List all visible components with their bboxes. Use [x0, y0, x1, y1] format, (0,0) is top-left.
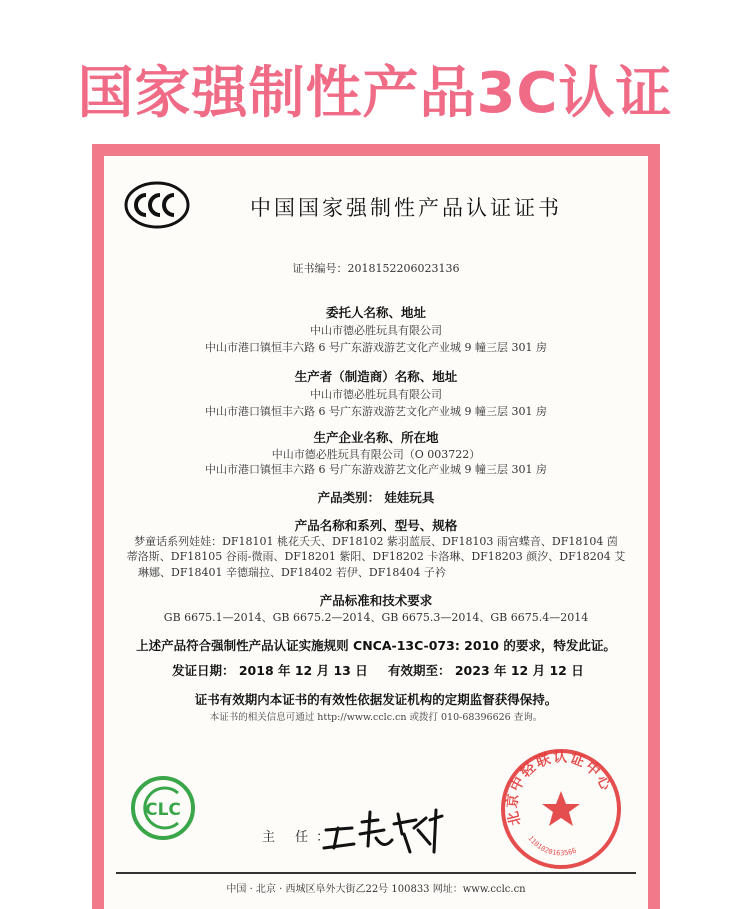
manufacturer-name: 中山市德必胜玩具有限公司 [310, 388, 442, 401]
product-heading: 产品名称和系列、型号、规格 [294, 518, 458, 533]
svg-text:北京中轻联认证中心: 北京中轻联认证中心 [504, 749, 615, 828]
clc-logo-icon [130, 775, 196, 841]
conformity-statement: 上述产品符合强制性产品认证实施规则 CNCA-13C-073: 2010 的要求，特发此证。 [136, 638, 616, 653]
factory-address: 中山市港口镇恒丰六路 6 号广东游戏游艺文化产业城 9 幢三层 301 房 [205, 463, 547, 476]
product-models-line-2: 蒂洛斯、DF18105 谷雨-微雨、DF18201 紫阳、DF18202 卡洛琳、DF18203 颜汐、DF18204 艾 [126, 550, 626, 563]
product-category: 产品类别： 娃娃玩具 [317, 490, 435, 505]
expiry-date: 有效期至： 2023 年 12 月 12 日 [388, 663, 584, 678]
product-models-line-3: 琳娜、DF18401 辛德瑞拉、DF18402 若伊、DF18404 子衿 [138, 566, 446, 579]
factory-heading: 生产企业名称、所在地 [313, 430, 439, 445]
validity-note: 证书有效期内本证书的有效性依据发证机构的定期监督获得保持。 [194, 692, 558, 707]
ccc-mark-icon [124, 180, 190, 230]
signature-image [318, 800, 448, 860]
footer-divider [116, 872, 636, 874]
standards-heading: 产品标准和技术要求 [319, 593, 433, 608]
factory-name: 中山市德必胜玩具有限公司（O 003722） [271, 448, 481, 461]
clc-logo-text: CLC [145, 800, 181, 820]
client-name: 中山市德必胜玩具有限公司 [310, 324, 442, 337]
client-heading: 委托人名称、地址 [325, 305, 426, 320]
issue-date: 发证日期： 2018 年 12 月 13 日 [172, 663, 368, 678]
product-models-line-1: 梦童话系列娃娃：DF18101 桃花夭夭、DF18102 紫羽蓝辰、DF18103 雨宫蝶音、DF18104 茵 [134, 535, 618, 548]
standards-value: GB 6675.1—2014、GB 6675.2—2014、GB 6675.3—2014、GB 6675.4—2014 [163, 611, 589, 624]
manufacturer-address: 中山市港口镇恒丰六路 6 号广东游戏游艺文化产业城 9 幢三层 301 房 [205, 405, 547, 418]
certification-seal-stamp [498, 746, 624, 872]
svg-text:1101020163566: 1101020163566 [526, 834, 578, 858]
certificate-number: 证书编号：2018152206023136 [292, 262, 460, 275]
page-banner-title: 国家强制性产品3C认证 [77, 61, 673, 126]
manufacturer-heading: 生产者（制造商）名称、地址 [294, 369, 458, 384]
signer-label: 主 任： [262, 830, 338, 845]
certificate-title: 中国国家强制性产品认证证书 [250, 196, 562, 220]
lookup-note: 本证书的相关信息可通过 http://www.cclc.cn 或拨打 010-68396626 查询。 [209, 712, 543, 723]
client-address: 中山市港口镇恒丰六路 6 号广东游戏游艺文化产业城 9 幢三层 301 房 [205, 341, 547, 354]
certificate-footer: 中国 · 北京 · 西城区阜外大街乙22号 100833 网址：www.cclc.cn [226, 884, 526, 895]
